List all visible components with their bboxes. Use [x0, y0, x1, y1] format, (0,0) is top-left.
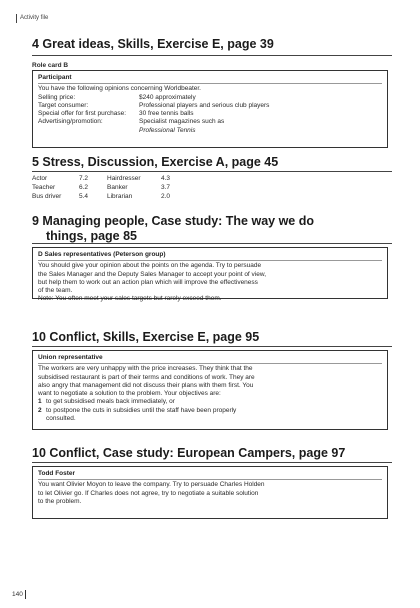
opinion-row — [38, 127, 382, 135]
objective-item — [38, 407, 382, 415]
job-score: 5.4 — [79, 193, 89, 200]
objective-text: to postpone the cuts in subsidies until the staff have been properly — [46, 406, 237, 414]
opinion-value: 30 free tennis balls — [139, 110, 194, 118]
section-5-rule — [32, 171, 392, 172]
section-10-skills-rule — [32, 346, 392, 347]
opinion-key: Selling price: — [38, 93, 76, 101]
stress-ratings-table — [32, 174, 181, 201]
section-9-title-line1: 9 Managing people, Case study: The way we do — [32, 214, 315, 228]
objective-number: 1 — [38, 398, 42, 406]
job-name: Banker — [107, 184, 128, 191]
opinion-key: Special offer for first purchase: — [38, 110, 127, 118]
participant-box — [32, 70, 388, 148]
section-5-title: 5 Stress, Discussion, Exercise A, page 45 — [32, 155, 279, 169]
todd-foster-box-title: Todd Foster — [38, 470, 76, 477]
job-name: Teacher — [32, 184, 56, 191]
magazine-title: Professional Tennis — [139, 126, 196, 134]
box-title-underline — [38, 83, 382, 84]
box-text-line: to let Olivier go. If Charles does not agree, try to negotiate a suitable solution — [38, 489, 259, 497]
opinion-value: $240 approximately — [139, 93, 196, 101]
objective-text-continued: consulted. — [46, 415, 76, 423]
union-rep-box — [32, 350, 388, 430]
role-card-label: Role card B — [32, 62, 69, 69]
job-score: 4.3 — [161, 175, 171, 182]
job-name: Librarian — [107, 193, 133, 200]
box-text-line: You should give your opinion about the points on the agenda. Try to persuade — [38, 262, 262, 270]
opinion-value: Professional players and serious club players — [139, 101, 270, 109]
box-text-line: You want Olivier Moyon to leave the company. Try to persuade Charles Holden — [38, 481, 265, 489]
job-score: 7.2 — [79, 175, 89, 182]
box-title-underline — [38, 479, 382, 480]
running-header: Activity file — [16, 14, 48, 23]
job-name: Bus driver — [32, 193, 62, 200]
objective-text: to get subsidised meals back immediately, or — [46, 398, 175, 406]
section-4-rule — [32, 55, 392, 56]
box-text-line: of the team. — [38, 287, 73, 295]
opinion-value: Specialist magazines such as — [139, 118, 225, 126]
box-text-line: but help them to work out an action plan which will improve the effectiveness — [38, 278, 258, 286]
opinion-key: Advertising/promotion: — [38, 118, 103, 126]
todd-foster-box — [32, 466, 388, 519]
union-rep-box-title: Union representative — [38, 354, 103, 361]
page-number: 140 — [12, 590, 26, 599]
objective-number: 2 — [38, 406, 42, 414]
box-title-underline — [38, 260, 382, 261]
box-text-line: the Sales Manager and the Deputy Sales Manager to accept your point of view, — [38, 270, 266, 278]
box-title-underline — [38, 363, 382, 364]
section-9-title-line2: things, page 85 — [46, 229, 137, 243]
opinion-key: Target consumer: — [38, 101, 89, 109]
section-9-title — [32, 214, 314, 244]
job-score: 6.2 — [79, 184, 89, 191]
sales-reps-box — [32, 247, 388, 303]
section-10-case-rule — [32, 462, 392, 463]
opinion-row — [38, 102, 382, 110]
box-text-line: Note: You often meet your sales targets but rarely exceed them. — [38, 295, 222, 303]
opinion-row — [38, 118, 382, 126]
section-4-title: 4 Great ideas, Skills, Exercise E, page 39 — [32, 37, 274, 51]
job-name: Actor — [32, 175, 48, 182]
participant-box-title: Participant — [38, 74, 72, 81]
opinion-row — [38, 94, 382, 102]
section-10-case-title: 10 Conflict, Case study: European Campers, page 97 — [32, 446, 346, 460]
participant-intro: You have the following opinions concerning Worldbeater. — [38, 85, 201, 93]
job-name: Hairdresser — [107, 175, 141, 182]
sales-reps-box-title: D Sales representatives (Peterson group) — [38, 251, 166, 258]
job-score: 2.0 — [161, 193, 171, 200]
section-9-rule — [32, 243, 392, 244]
box-text-line: want to negotiate a solution to the problem. Your objectives are: — [38, 390, 221, 398]
box-text-line: also angry that management did not discuss their plans with them first. You — [38, 381, 254, 389]
table-row — [32, 174, 181, 183]
job-score: 3.7 — [161, 184, 171, 191]
table-row — [32, 192, 181, 201]
table-row — [32, 183, 181, 192]
objective-item — [38, 398, 382, 406]
opinion-row — [38, 110, 382, 118]
box-text-line: subsidised restaurant is part of their terms and conditions of work. They are — [38, 373, 255, 381]
box-text-line: to the problem. — [38, 497, 82, 505]
box-text-line: The workers are very unhappy with the price increases. They think that the — [38, 365, 253, 373]
section-10-skills-title: 10 Conflict, Skills, Exercise E, page 95 — [32, 330, 260, 344]
